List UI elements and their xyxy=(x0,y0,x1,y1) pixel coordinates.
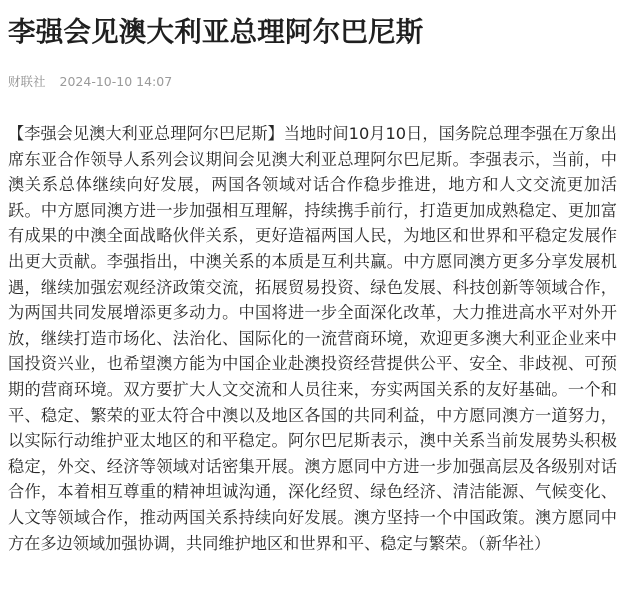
article-timestamp: 2024-10-10 14:07 xyxy=(59,74,173,89)
article-source[interactable]: 财联社 xyxy=(8,74,46,89)
article-meta xyxy=(8,74,617,90)
article-title: 李强会见澳大利亚总理阿尔巴尼斯 xyxy=(8,16,424,48)
article-body: 【李强会见澳大利亚总理阿尔巴尼斯】当地时间10月10日，国务院总理李强在万象出席东亚合作领导人系列会议期间会见澳大利亚总理阿尔巴尼斯。李强表示，当前，中澳关系总体继续向好发展，两国各领域对话合作稳步推进，地方和人文交流更加活跃。中方愿同澳方进一步加强相互理解，持续携手前行，打造更加成熟稳定、更加富有成果的中澳全面战略伙伴关系，更好造福两国人民，为地区和世界和平稳定发展作出更大贡献。李强指出，中澳关系的本质是互利共赢。中方愿同澳方更多分享发展机遇，继续加强宏观经济政策交流，拓展贸易投资、绿色发展、科技创新等领域合作，为两国共同发展增添更多动力。中国将进一步全面深化改革，大力推进高水平对外开放，继续打造市场化、法治化、国际化的一流营商环境，欢迎更多澳大利亚企业来中国投资兴业，也希望澳方能为中国企业赴澳投资经营提供公平、安全、非歧视、可预期的营商环境。双方要扩大人文交流和人员往来，夯实两国关系的友好基础。一个和平、稳定、繁荣的亚太符合中澳以及地区各国的共同利益，中方愿同澳方一道努力，以实际行动维护亚太地区的和平稳定。阿尔巴尼斯表示，澳中关系当前发展势头积极稳定，外交、经济等领域对话密集开展。澳方愿同中方进一步加强高层及各级别对话合作，本着相互尊重的精神坦诚沟通，深化经贸、绿色经济、清洁能源、气候变化、人文等领域合作，推动两国关系持续向好发展。澳方坚持一个中国政策。澳方愿同中方在多边领域加强协调，共同维护地区和世界和平、稳定与繁荣。（新华社） xyxy=(8,124,617,553)
